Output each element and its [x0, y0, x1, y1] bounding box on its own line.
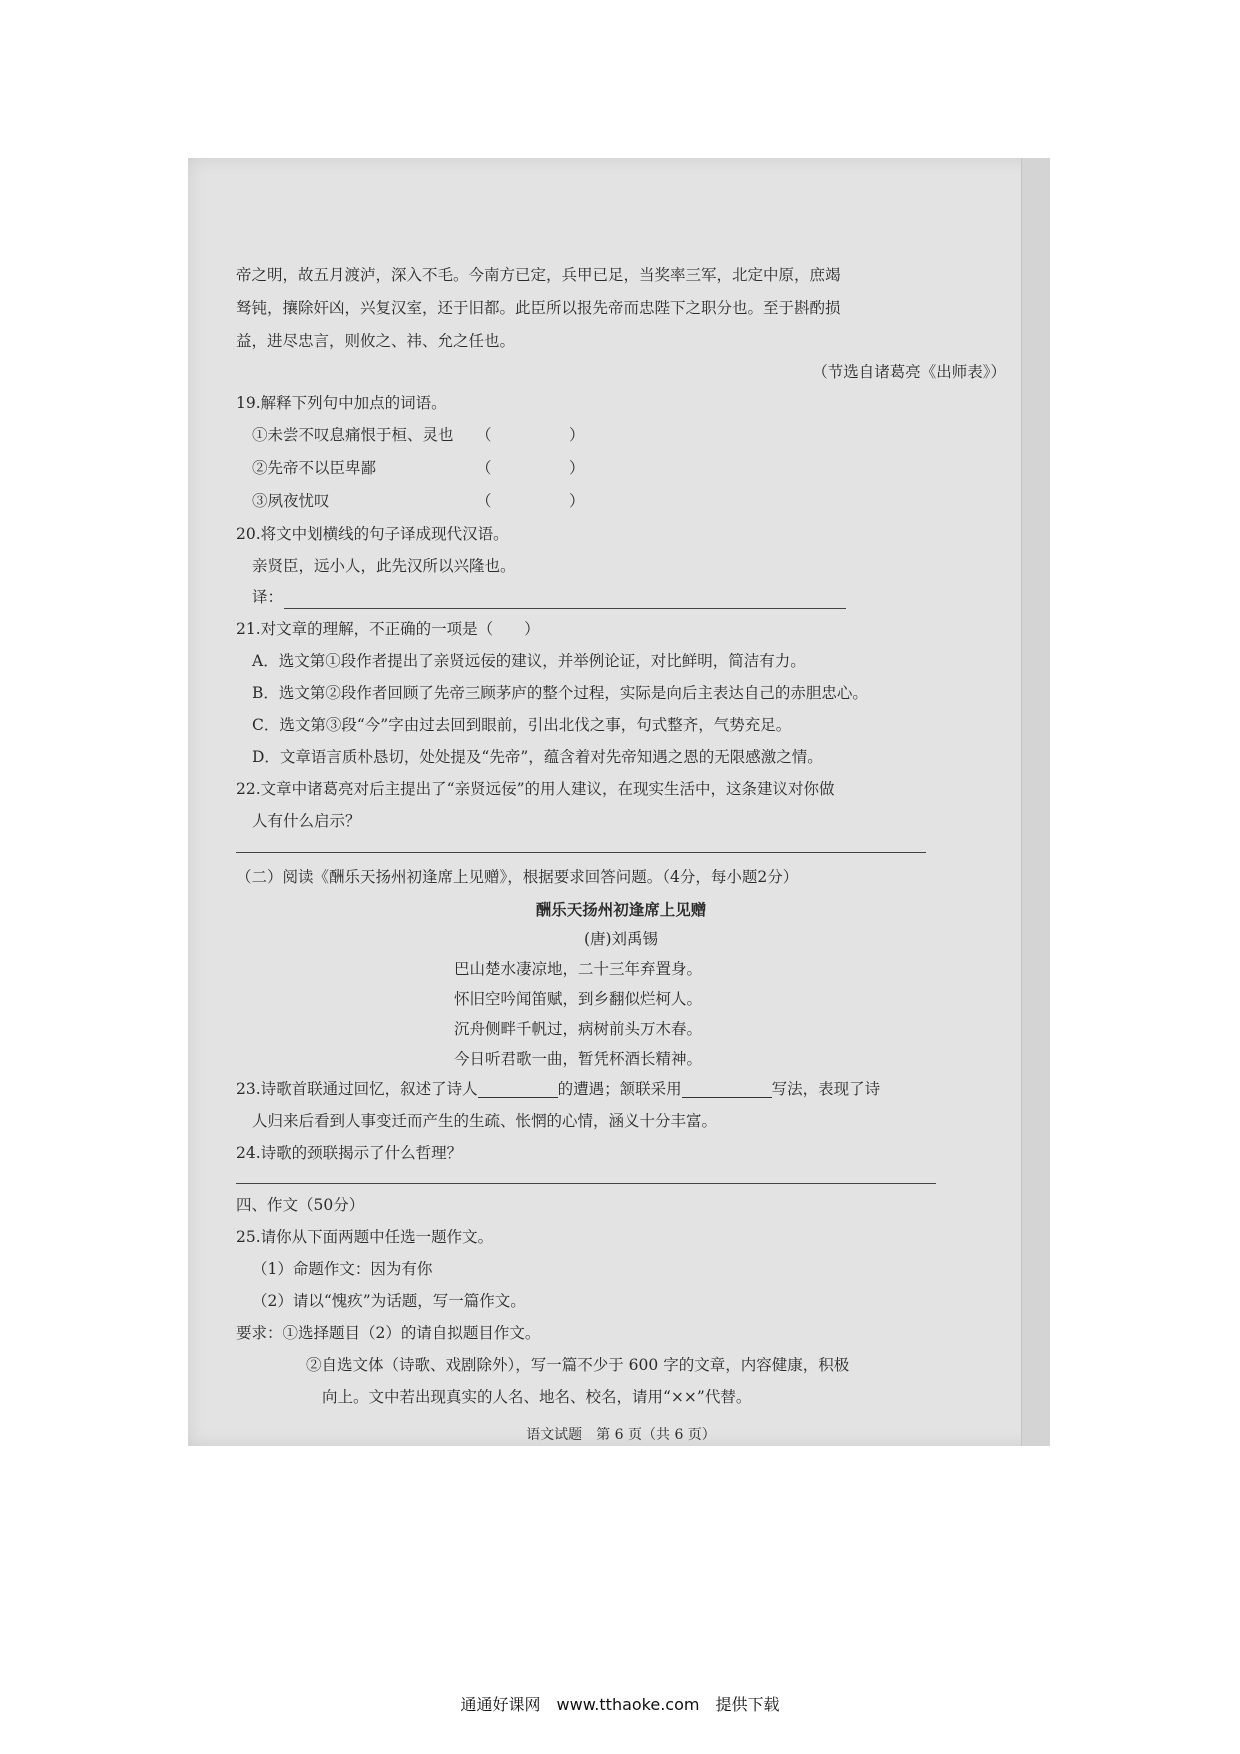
poem-line-1: 巴山楚水凄凉地，二十三年弃置身。 [454, 960, 703, 978]
poem-line-3: 沉舟侧畔千帆过，病树前头万木春。 [454, 1020, 703, 1038]
passage-line-1: 帝之明，故五月渡泸，深入不毛。今南方已定，兵甲已足，当奖率三军，北定中原，庶竭 [236, 266, 841, 284]
source-note: （节选自诸葛亮《出师表》） [812, 363, 1006, 381]
q19-item-2: ②先帝不以臣卑鄙 [252, 459, 377, 477]
q24-answer-line[interactable] [236, 1183, 936, 1184]
scanned-exam-page [188, 158, 1050, 1446]
q19-paren-2: （ ） [476, 459, 585, 477]
poem-author: (唐)刘禹锡 [583, 930, 659, 948]
q23-blank-1[interactable] [478, 1097, 558, 1098]
q22-stem-line-2: 人有什么启示？ [252, 812, 361, 830]
q20-stem: 20.将文中划横线的句子译成现代汉语。 [236, 525, 509, 543]
download-credit: 通通好课网 www.tthaoke.com 提供下载 [460, 1695, 780, 1714]
q22-stem-line-1: 22.文章中诸葛亮对后主提出了“亲贤远佞”的用人建议，在现实生活中，这条建议对你做 [236, 780, 835, 798]
q19-item-1: ①未尝不叹息痛恨于桓、灵也 [252, 426, 454, 444]
q21-option-b: B．选文第②段作者回顾了先帝三顾茅庐的整个过程，实际是向后主表达自己的赤胆忠心。 [252, 684, 868, 702]
passage-line-3: 益，进尽忠言，则攸之、祎、允之任也。 [236, 332, 516, 350]
q23-line-2: 人归来后看到人事变迁而产生的生疏、怅惘的心情，涵义十分丰富。 [252, 1112, 718, 1130]
q23-text-1: 23.诗歌首联通过回忆，叙述了诗人 [236, 1080, 478, 1098]
q20-answer-label: 译： [252, 588, 284, 606]
q21-option-d: D．文章语言质朴恳切，处处提及“先帝”，蕴含着对先帝知遇之恩的无限感激之情。 [252, 748, 823, 766]
q21-stem: 21.对文章的理解，不正确的一项是（ ） [236, 620, 540, 638]
poem-line-4: 今日听君歌一曲，暂凭杯酒长精神。 [454, 1050, 703, 1068]
q25-requirement-3: 向上。文中若出现真实的人名、地名、校名，请用“××”代替。 [322, 1388, 752, 1406]
q22-answer-line[interactable] [236, 852, 926, 853]
q19-item-3: ③夙夜忧叹 [252, 492, 330, 510]
q23-text-3: 写法，表现了诗 [771, 1080, 881, 1098]
q21-option-a: A．选文第①段作者提出了亲贤远佞的建议，并举例论证，对比鲜明，简洁有力。 [252, 652, 806, 670]
section-4-heading: 四、作文（50分） [236, 1196, 365, 1214]
q23-blank-2[interactable] [682, 1097, 772, 1098]
q23-text-2: 的遭遇；颔联采用 [557, 1080, 682, 1098]
q19-paren-3: （ ） [476, 492, 585, 510]
q25-option-1: （1）命题作文：因为有你 [252, 1260, 433, 1278]
q25-requirement-2: ②自选文体（诗歌、戏剧除外），写一篇不少于 600 字的文章，内容健康，积极 [306, 1356, 850, 1374]
passage-line-2: 驽钝，攘除奸凶，兴复汉室，还于旧都。此臣所以报先帝而忠陛下之职分也。至于斟酌损 [236, 299, 841, 317]
q19-paren-1: （ ） [476, 426, 585, 444]
adjacent-sheet-edge [1021, 158, 1050, 1446]
q21-option-c: C．选文第③段“今”字由过去回到眼前，引出北伐之事，句式整齐，气势充足。 [252, 716, 792, 734]
q25-option-2: （2）请以“愧疚”为话题，写一篇作文。 [252, 1292, 526, 1310]
q19-stem: 19.解释下列句中加点的词语。 [236, 394, 447, 412]
poem-title: 酬乐天扬州初逢席上见赠 [535, 900, 707, 919]
q20-answer-line[interactable] [284, 608, 846, 609]
q23-line-1 [236, 1082, 880, 1098]
section-2-heading: （二）阅读《酬乐天扬州初逢席上见赠》，根据要求回答问题。（4分，每小题2分） [236, 868, 799, 886]
exam-page-footer: 语文试题 第 6 页（共 6 页） [526, 1427, 716, 1443]
q25-requirement-1: 要求：①选择题目（2）的请自拟题目作文。 [236, 1324, 541, 1342]
q25-stem: 25.请你从下面两题中任选一题作文。 [236, 1228, 494, 1246]
poem-line-2: 怀旧空吟闻笛赋，到乡翻似烂柯人。 [454, 990, 703, 1008]
q24-stem: 24.诗歌的颈联揭示了什么哲理？ [236, 1144, 463, 1162]
q20-sentence: 亲贤臣，远小人，此先汉所以兴隆也。 [252, 557, 516, 575]
